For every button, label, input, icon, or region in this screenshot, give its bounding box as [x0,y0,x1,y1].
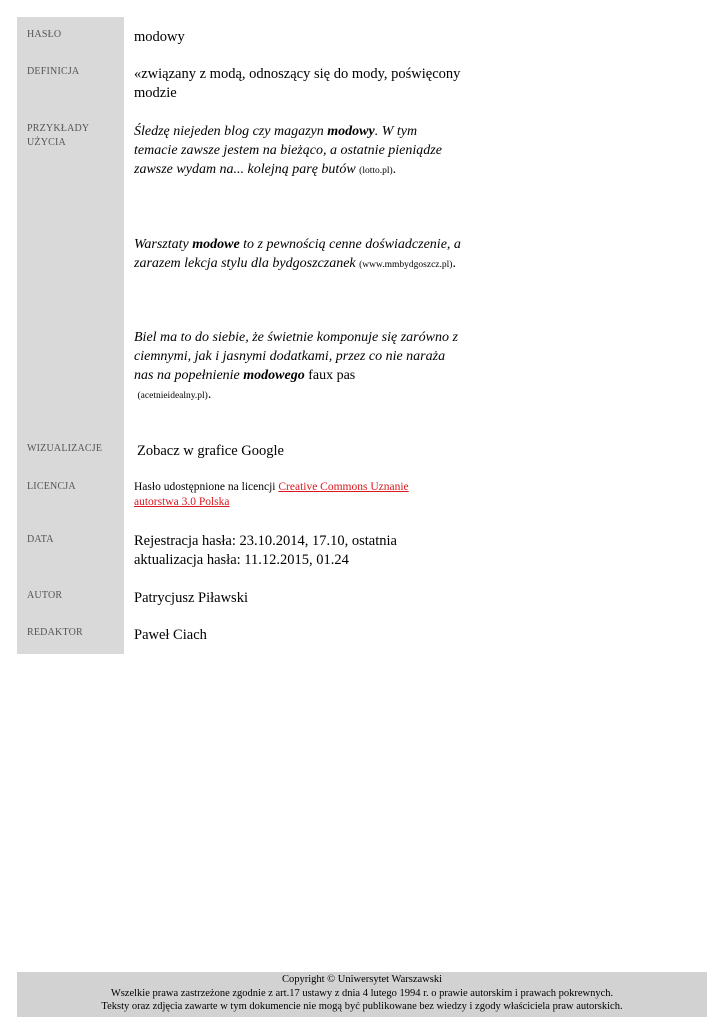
label-przyklady-line1: PRZYKŁADY [27,123,90,134]
definition: «związany z modą, odnoszący się do mody, poświęcony modzie [134,66,461,101]
label-definicja: DEFINICJA [27,66,80,77]
example-3: Biel ma to do siebie, że świetnie komponuje się zarówno z ciemnymi, jak i jasnymi dodatkami, przez co nie naraża nas na popełnienie modowego faux pas (acetnieidealny.pl). [134,330,458,402]
example-2: Warsztaty modowe to z pewnością cenne doświadczenie, a zarazem lekcja stylu dla bydgoszczanek (www.mmbydgoszcz.pl). [134,237,461,271]
label-licencja: LICENCJA [27,481,76,492]
headword: modowy [134,29,185,45]
footer-rights: Wszelkie prawa zastrzeżone zgodnie z art.17 ustawy z dnia 4 lutego 1994 r. o prawie autorskim i prawach pokrewnych. [110,987,614,999]
google-images-link[interactable]: Zobacz w grafice Google [137,443,284,459]
author: Patrycjusz Piławski [134,590,248,606]
label-haslo: HASŁO [27,29,62,40]
example-2-source: (www.mmbydgoszcz.pl) [359,260,453,270]
editor: Paweł Ciach [134,627,207,643]
dates: Rejestracja hasła: 23.10.2014, 17.10, ostatnia aktualizacja hasła: 11.12.2015, 01.24 [134,533,397,568]
example-1: Śledzę niejeden blog czy magazyn modowy. W tym temacie zawsze jestem na bieżąco, a ostatnie pieniądze zawsze wydam na... kolejną parę butów (lotto.pl). [134,124,442,177]
example-3-headword: modowego [243,368,305,383]
example-1-source: (lotto.pl) [359,166,393,176]
label-redaktor: REDAKTOR [27,627,83,638]
example-1-headword: modowy [327,124,375,139]
footer-notice: Teksty oraz zdjęcia zawarte w tym dokumencie nie mogą być publikowane bez wiedzy i zgody właściciela praw autorskich. [101,1001,623,1012]
label-column [17,17,124,654]
label-data: DATA [27,534,54,545]
license-link[interactable]: Creative Commons Uznanie autorstwa 3.0 Polska [134,481,409,508]
example-2-headword: modowe [192,237,240,252]
label-autor: AUTOR [27,590,63,601]
label-przyklady-line2: UŻYCIA [27,137,66,148]
example-3-source: (acetnieidealny.pl) [137,391,208,401]
license-text: Hasło udostępnione na licencji Creative Commons Uznanie autorstwa 3.0 Polska [134,481,409,508]
footer [17,972,707,1017]
label-wizualizacje: WIZUALIZACJE [27,443,103,454]
footer-copyright: Copyright © Uniwersytet Warszawski [281,974,443,985]
label-przyklady [27,122,89,150]
